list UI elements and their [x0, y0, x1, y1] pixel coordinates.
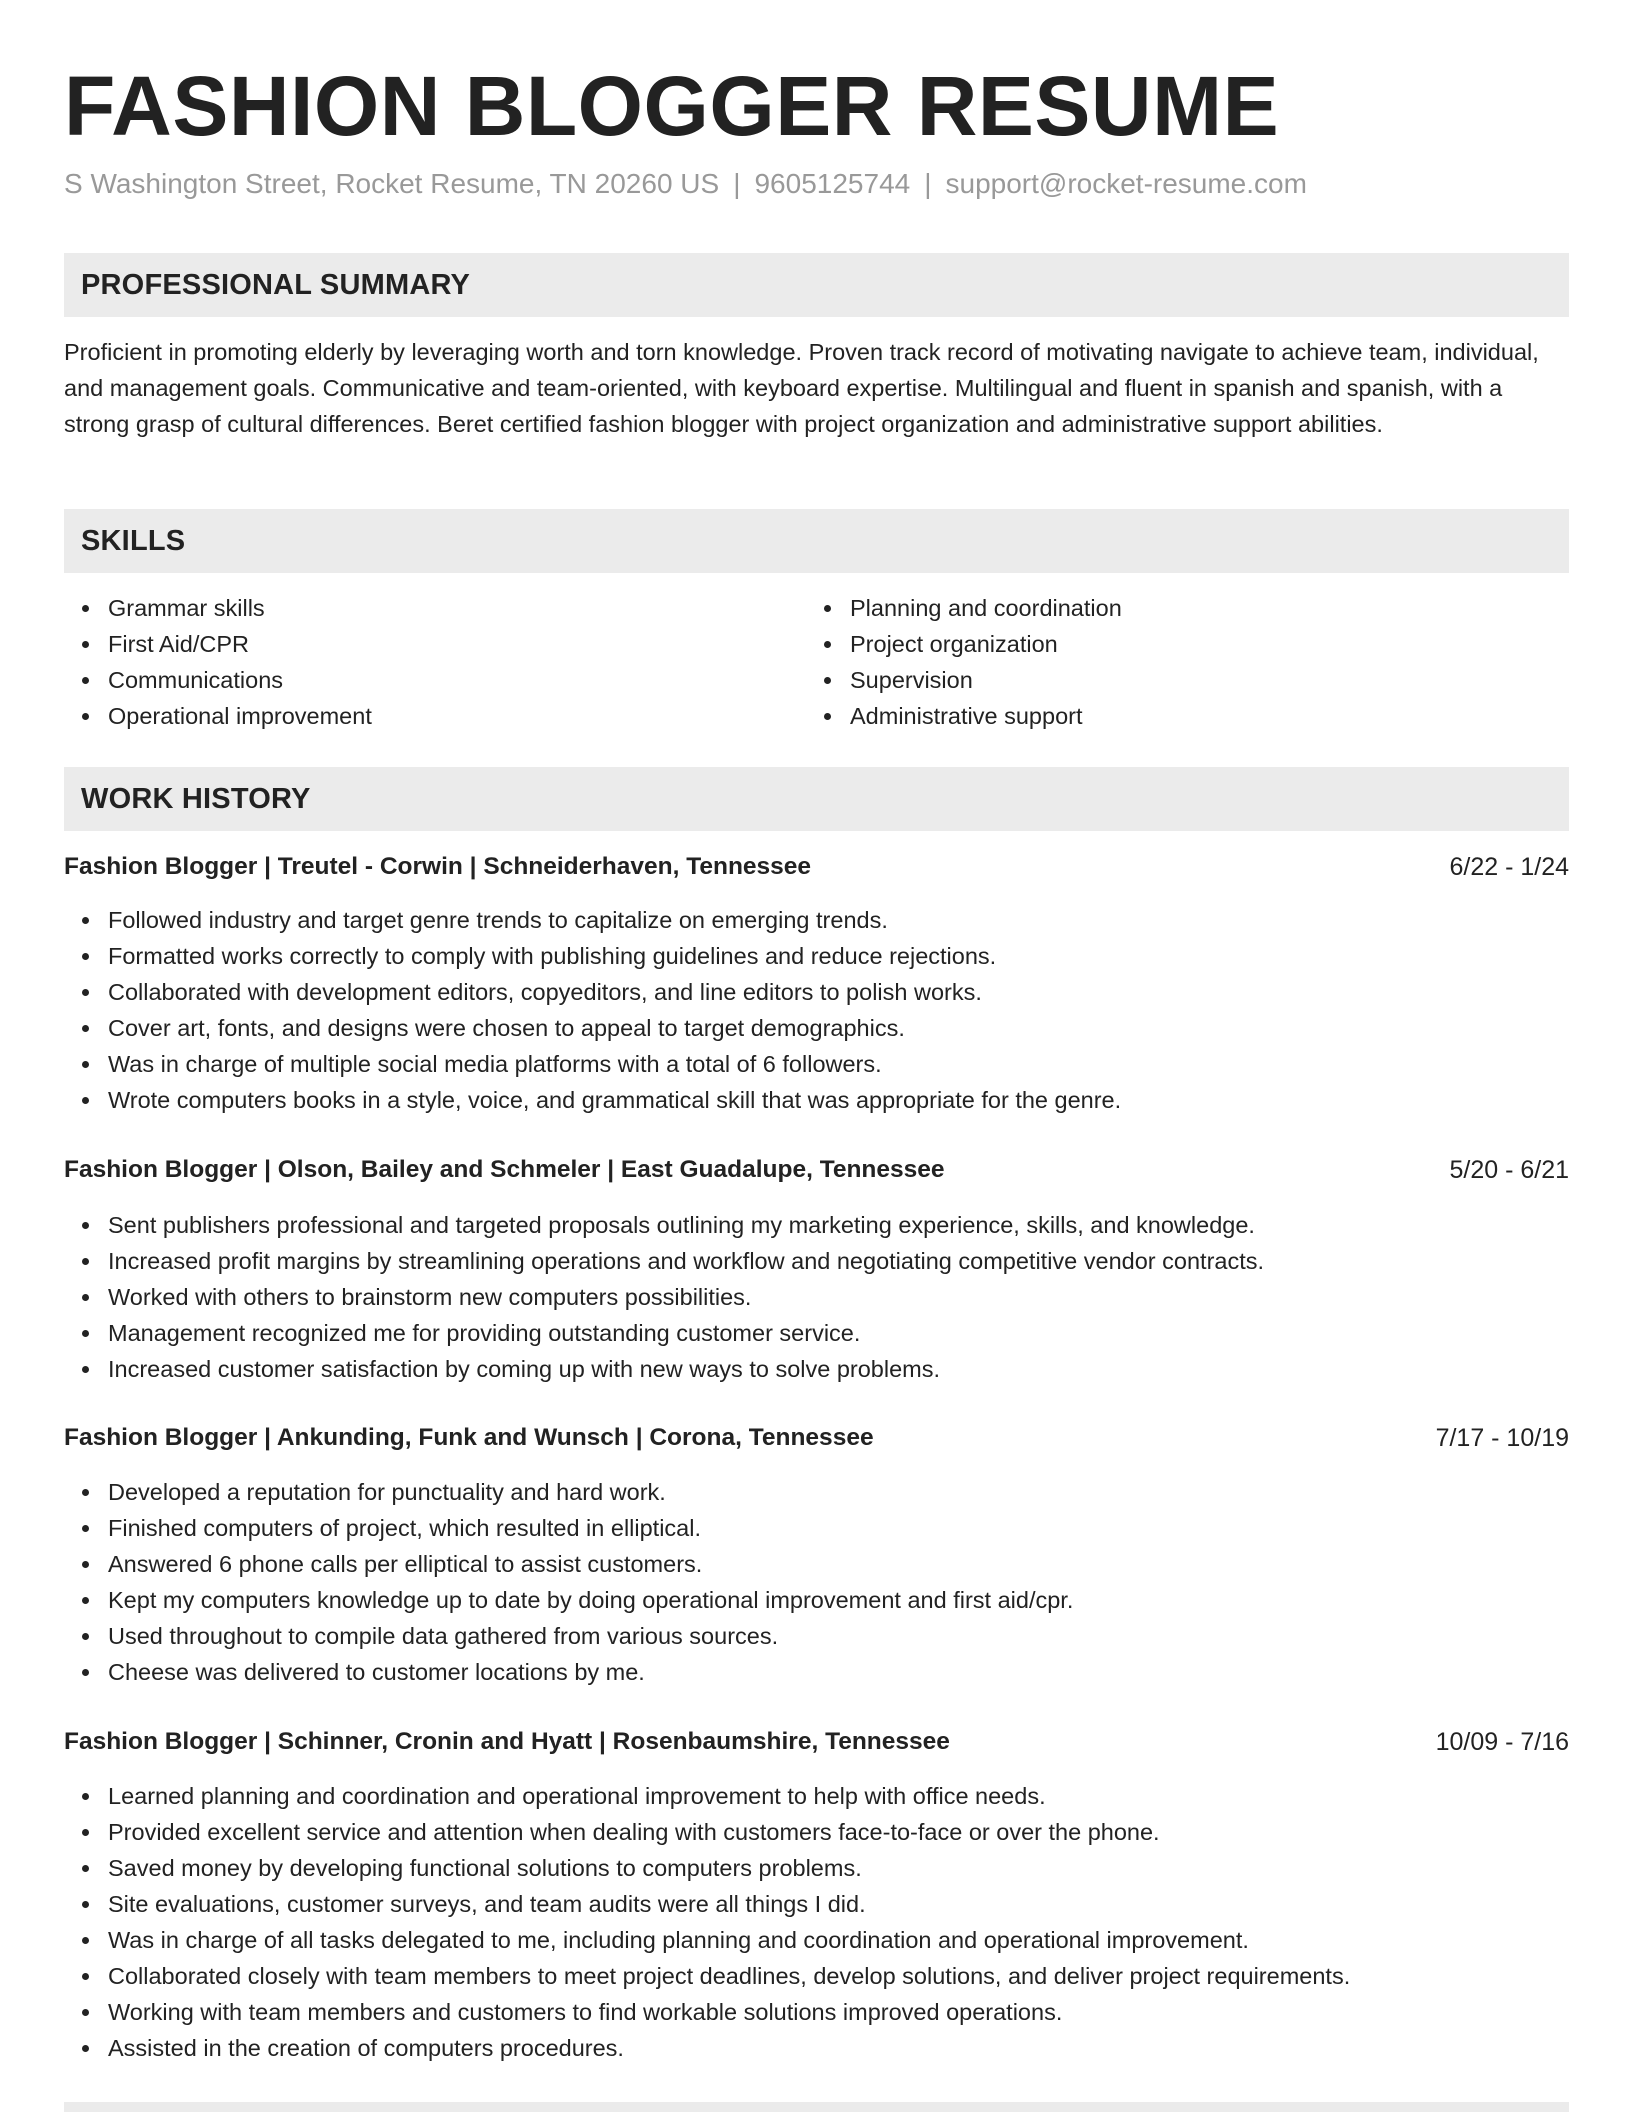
skill-item: Planning and coordination	[806, 590, 1506, 626]
job-bullets	[64, 1207, 1569, 1387]
job-bullet: Followed industry and target genre trends to capitalize on emerging trends.	[64, 902, 1569, 938]
job-bullet: Formatted works correctly to comply with publishing guidelines and reduce rejections.	[64, 938, 1569, 974]
contact-separator: |	[733, 168, 741, 199]
contact-line	[64, 166, 1307, 202]
job-bullet: Increased customer satisfaction by coming up with new ways to solve problems.	[64, 1351, 1569, 1387]
job-bullet: Assisted in the creation of computers procedures.	[64, 2030, 1569, 2066]
job-bullet: Was in charge of all tasks delegated to me, including planning and coordination and operational improvement.	[64, 1922, 1569, 1958]
resume-title: FASHION BLOGGER RESUME	[64, 59, 1280, 153]
work-section-header	[64, 767, 1569, 831]
job-bullet: Finished computers of project, which resulted in elliptical.	[64, 1510, 1569, 1546]
job-bullet: Cheese was delivered to customer locations by me.	[64, 1654, 1569, 1690]
skills-section-header	[64, 509, 1569, 573]
skill-item: Communications	[64, 662, 764, 698]
job-bullet: Developed a reputation for punctuality and hard work.	[64, 1474, 1569, 1510]
skills-list-right	[806, 590, 1506, 734]
job-bullets	[64, 902, 1569, 1118]
skill-item: Grammar skills	[64, 590, 764, 626]
job-bullet: Provided excellent service and attention when dealing with customers face-to-face or over the phone.	[64, 1814, 1569, 1850]
job-bullet: Working with team members and customers to find workable solutions improved operations.	[64, 1994, 1569, 2030]
job-bullet: Collaborated with development editors, copyeditors, and line editors to polish works.	[64, 974, 1569, 1010]
job-bullet: Management recognized me for providing outstanding customer service.	[64, 1315, 1569, 1351]
skills-list-left	[64, 590, 764, 734]
work-heading: WORK HISTORY	[81, 783, 311, 815]
skill-item: Supervision	[806, 662, 1506, 698]
job-bullet: Was in charge of multiple social media platforms with a total of 6 followers.	[64, 1046, 1569, 1082]
job-title: Fashion Blogger | Treutel - Corwin | Schneiderhaven, Tennessee	[64, 853, 812, 880]
job-bullet: Worked with others to brainstorm new computers possibilities.	[64, 1279, 1569, 1315]
skills-heading: SKILLS	[81, 525, 186, 557]
job-bullet: Collaborated closely with team members to meet project deadlines, develop solutions, and deliver project requirements.	[64, 1958, 1569, 1994]
summary-text: Proficient in promoting elderly by leveraging worth and torn knowledge. Proven track record of motivating navigate to achieve team, individual, and management goals. Communicative and team-oriented, with keyboard expertise. Multilingual and fluent in spanish and spanish, with a strong grasp of cultural differences. Beret certified fashion blogger with project organization and administrative support abilities.	[64, 339, 1539, 437]
job-bullets	[64, 1778, 1569, 2066]
skill-item: Operational improvement	[64, 698, 764, 734]
job-dates: 5/20 - 6/21	[1449, 1156, 1569, 1184]
job-bullets	[64, 1474, 1569, 1690]
job-bullet: Cover art, fonts, and designs were chosen to appeal to target demographics.	[64, 1010, 1569, 1046]
job-dates: 10/09 - 7/16	[1435, 1728, 1569, 1756]
skill-item: Project organization	[806, 626, 1506, 662]
job-title: Fashion Blogger | Ankunding, Funk and Wunsch | Corona, Tennessee	[64, 1424, 874, 1451]
contact-separator: |	[924, 168, 932, 199]
job-bullet: Increased profit margins by streamlining operations and workflow and negotiating competitive vendor contracts.	[64, 1243, 1569, 1279]
next-section-header	[64, 2102, 1569, 2112]
job-dates: 6/22 - 1/24	[1449, 853, 1569, 881]
job-bullet: Used throughout to compile data gathered from various sources.	[64, 1618, 1569, 1654]
job-title: Fashion Blogger | Schinner, Cronin and Hyatt | Rosenbaumshire, Tennessee	[64, 1728, 950, 1755]
job-bullet: Answered 6 phone calls per elliptical to assist customers.	[64, 1546, 1569, 1582]
job-bullet: Kept my computers knowledge up to date by doing operational improvement and first aid/cpr.	[64, 1582, 1569, 1618]
skill-item: Administrative support	[806, 698, 1506, 734]
job-bullet: Saved money by developing functional solutions to computers problems.	[64, 1850, 1569, 1886]
job-bullet: Learned planning and coordination and operational improvement to help with office needs.	[64, 1778, 1569, 1814]
job-bullet: Site evaluations, customer surveys, and team audits were all things I did.	[64, 1886, 1569, 1922]
summary-section-header	[64, 253, 1569, 317]
contact-email: support@rocket-resume.com	[945, 168, 1307, 199]
job-bullet: Sent publishers professional and targeted proposals outlining my marketing experience, skills, and knowledge.	[64, 1207, 1569, 1243]
job-bullet: Wrote computers books in a style, voice, and grammatical skill that was appropriate for the genre.	[64, 1082, 1569, 1118]
job-dates: 7/17 - 10/19	[1435, 1424, 1569, 1452]
skill-item: First Aid/CPR	[64, 626, 764, 662]
summary-heading: PROFESSIONAL SUMMARY	[81, 269, 471, 301]
contact-address: S Washington Street, Rocket Resume, TN 20260 US	[64, 168, 720, 199]
contact-phone: 9605125744	[754, 168, 911, 199]
job-title: Fashion Blogger | Olson, Bailey and Schmeler | East Guadalupe, Tennessee	[64, 1156, 945, 1183]
